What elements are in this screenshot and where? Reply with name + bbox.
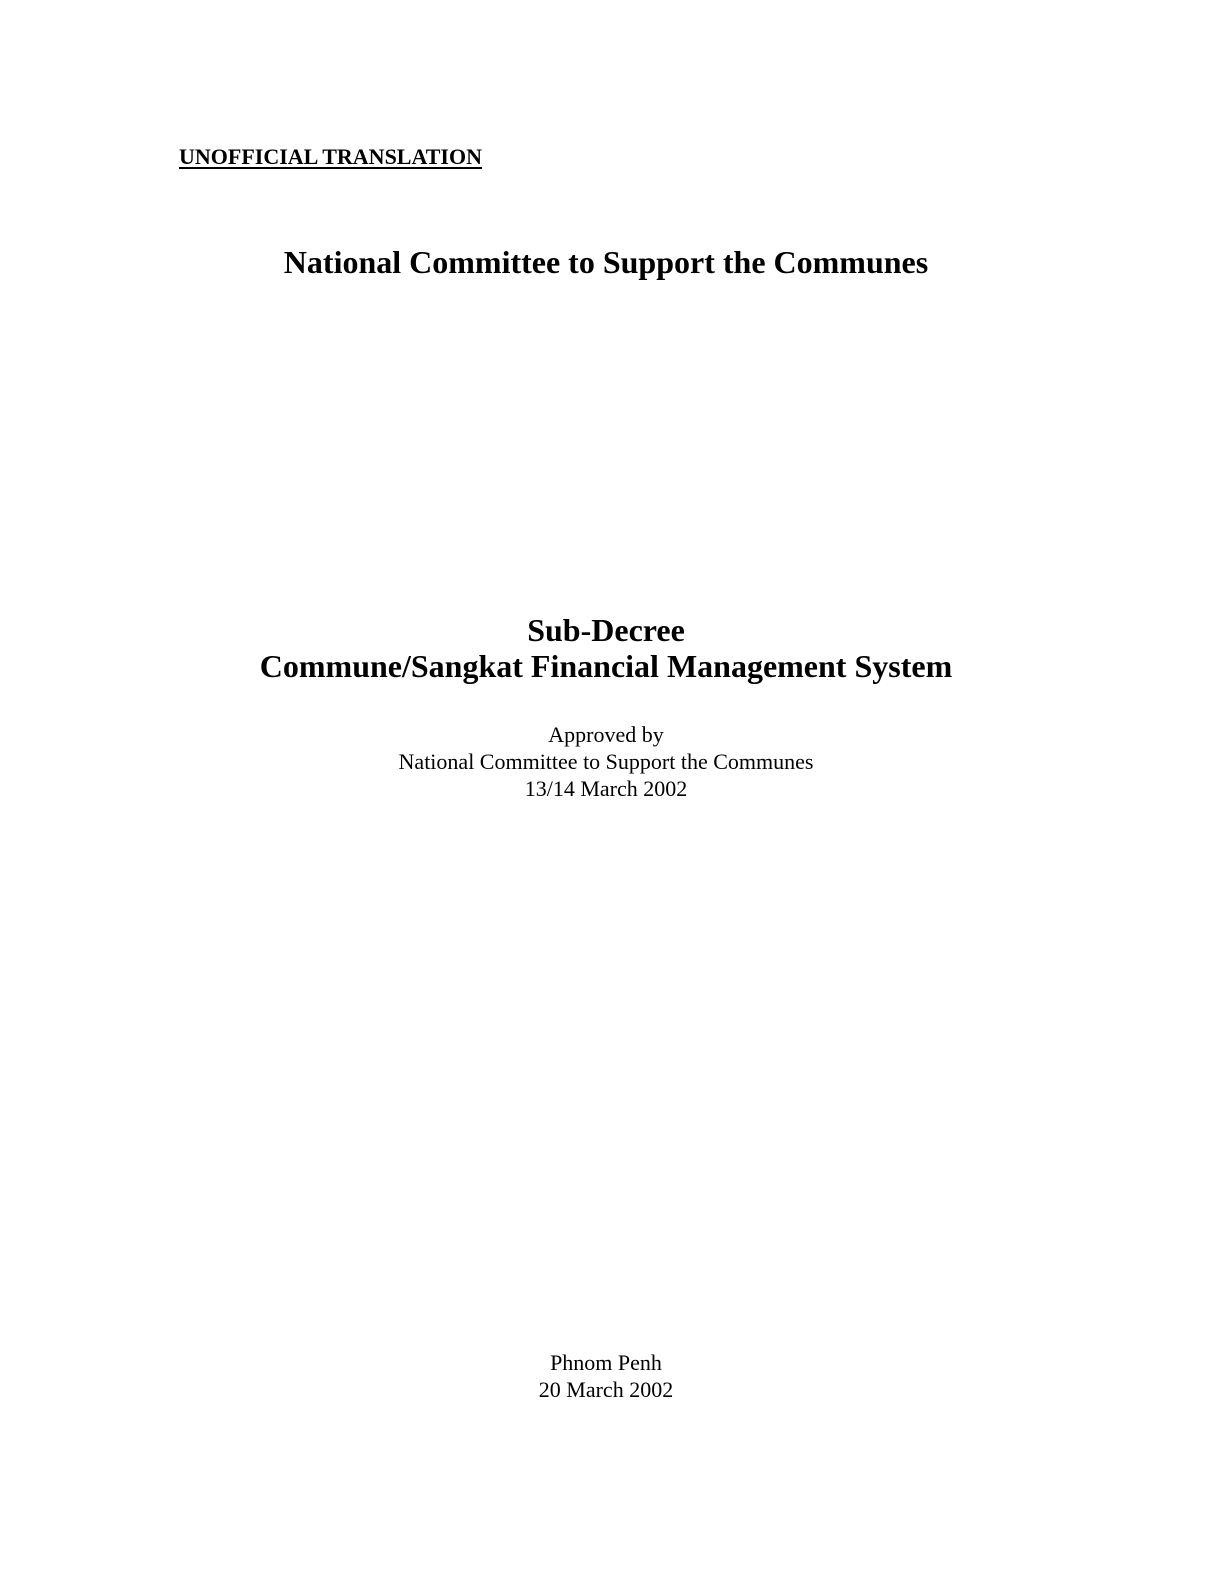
footer-place: Phnom Penh [550, 1350, 662, 1375]
committee-title: National Committee to Support the Communes [283, 244, 929, 280]
approval-line-1: Approved by [548, 722, 664, 747]
translation-notice: UNOFFICIAL TRANSLATION [179, 144, 482, 169]
decree-subtitle: Commune/Sangkat Financial Management System [259, 648, 953, 684]
footer-date: 20 March 2002 [538, 1377, 674, 1402]
decree-title-block [0, 612, 1212, 684]
approval-line-3: 13/14 March 2002 [524, 776, 688, 801]
approval-block [0, 721, 1212, 802]
footer-block [0, 1349, 1212, 1403]
approval-line-2: National Committee to Support the Communes [398, 749, 814, 774]
decree-title: Sub-Decree [527, 612, 685, 648]
